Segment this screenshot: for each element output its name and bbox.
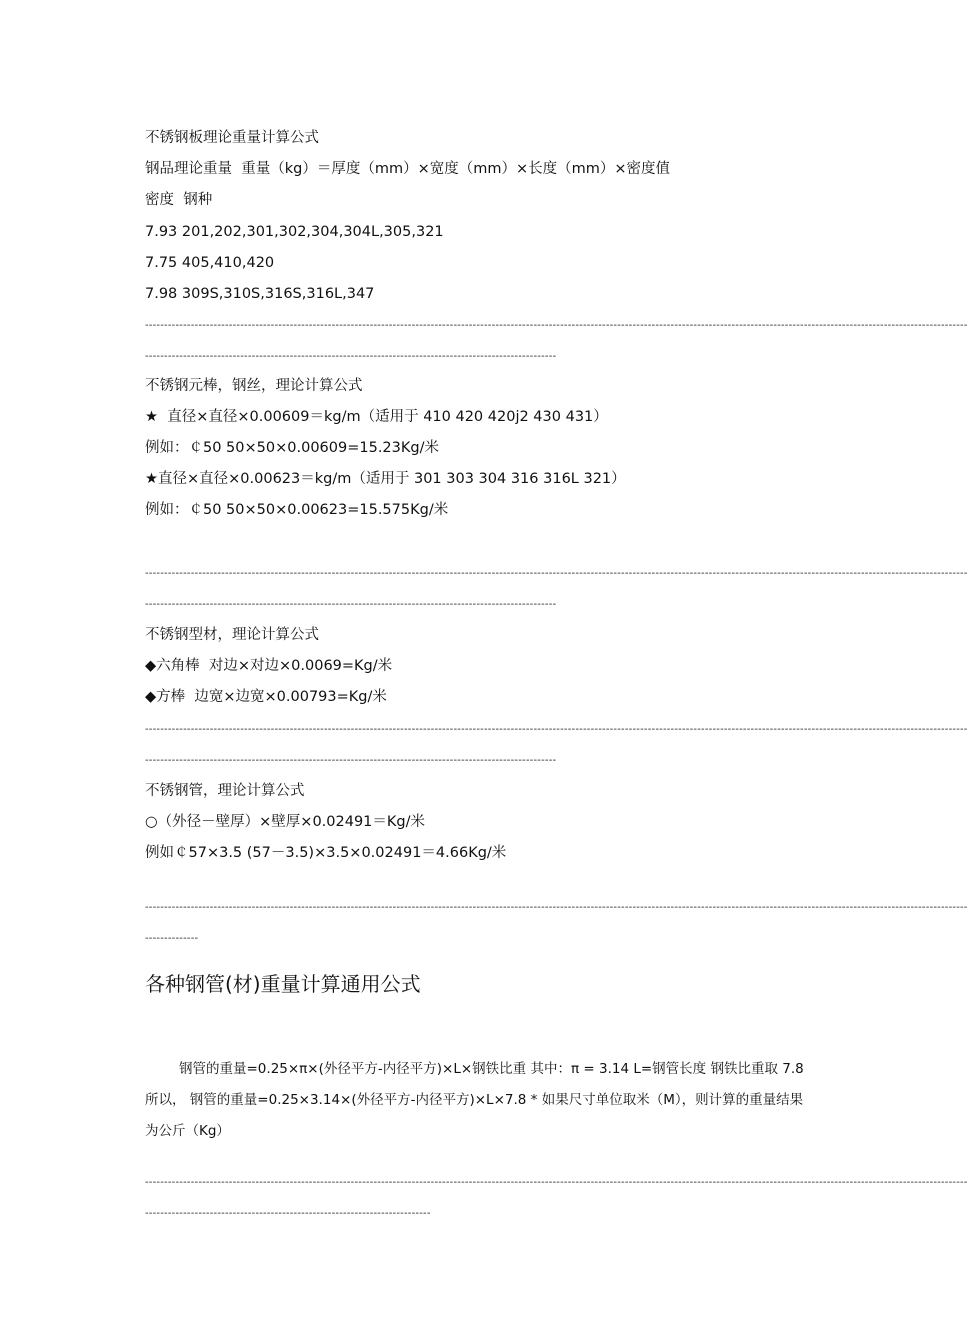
bar-formula-1: ★ 直径×直径×0.00609＝kg/m（适用于 410 420 420j2 430 431）: [145, 409, 608, 425]
density-header: 密度 钢种: [145, 192, 213, 208]
density-row-1: 7.93 201,202,301,302,304,304L,305,321: [145, 224, 444, 240]
separator-dashes: ------------------------------------------------------------------------------------------------------------: [145, 599, 557, 610]
separator-dashes: ------------------------------------------------------------------------------------------------------------------------------------------------------------------------------------------------------------------------: [145, 902, 968, 913]
separator-dashes: ------------------------------------------------------------------------------------------------------------------------------------------------------------------------------------------------------------------------: [145, 568, 968, 579]
bar-title: 不锈钢元棒，钢丝，理论计算公式: [145, 378, 363, 394]
pipe-title: 不锈钢管，理论计算公式: [145, 783, 305, 799]
separator-dashes: ---------------------------------------------------------------------------: [145, 1208, 431, 1219]
separator-dashes: ------------------------------------------------------------------------------------------------------------: [145, 351, 557, 362]
pipe-weight-paragraph: 钢管的重量=0.25×π×(外径平方-内径平方)×L×钢铁比重 其中：π = 3.14 L=钢管长度 钢铁比重取 7.8 所以， 钢管的重量=0.25×3.14×(外径平方-内径平方)×L×7.8 * 如果尺寸单位取米（M），则计算的重量结果为公斤（Kg）: [145, 1061, 804, 1139]
pipe-example: 例如￠57×3.5 (57－3.5)×3.5×0.02491＝4.66Kg/米: [145, 845, 507, 861]
density-row-3: 7.98 309S,310S,316S,316L,347: [145, 286, 375, 302]
plate-formula: 钢品理论重量 重量（kg）＝厚度（mm）×宽度（mm）×长度（mm）×密度值: [145, 161, 671, 177]
section-heading: 各种钢管(材)重量计算通用公式: [145, 972, 421, 996]
bar-example-1: 例如：￠50 50×50×0.00609=15.23Kg/米: [145, 440, 439, 456]
bar-formula-2: ★直径×直径×0.00623＝kg/m（适用于 301 303 304 316 316L 321）: [145, 471, 626, 487]
profile-square: ◆方棒 边宽×边宽×0.00793=Kg/米: [145, 689, 387, 705]
bar-example-2: 例如：￠50 50×50×0.00623=15.575Kg/米: [145, 502, 449, 518]
separator-dashes: ------------------------------------------------------------------------------------------------------------------------------------------------------------------------------------------------------------------------: [145, 1177, 968, 1188]
separator-dashes: ------------------------------------------------------------------------------------------------------------------------------------------------------------------------------------------------------------------------: [145, 724, 968, 735]
profile-hex: ◆六角棒 对边×对边×0.0069=Kg/米: [145, 658, 393, 674]
separator-dashes: --------------: [145, 933, 199, 944]
separator-dashes: ------------------------------------------------------------------------------------------------------------: [145, 755, 557, 766]
profile-title: 不锈钢型材，理论计算公式: [145, 627, 319, 643]
separator-dashes: ------------------------------------------------------------------------------------------------------------------------------------------------------------------------------------------------------------------------: [145, 320, 968, 331]
pipe-formula: ○（外径－壁厚）×壁厚×0.02491＝Kg/米: [145, 814, 426, 830]
plate-title: 不锈钢板理论重量计算公式: [145, 130, 319, 146]
density-row-2: 7.75 405,410,420: [145, 255, 275, 271]
